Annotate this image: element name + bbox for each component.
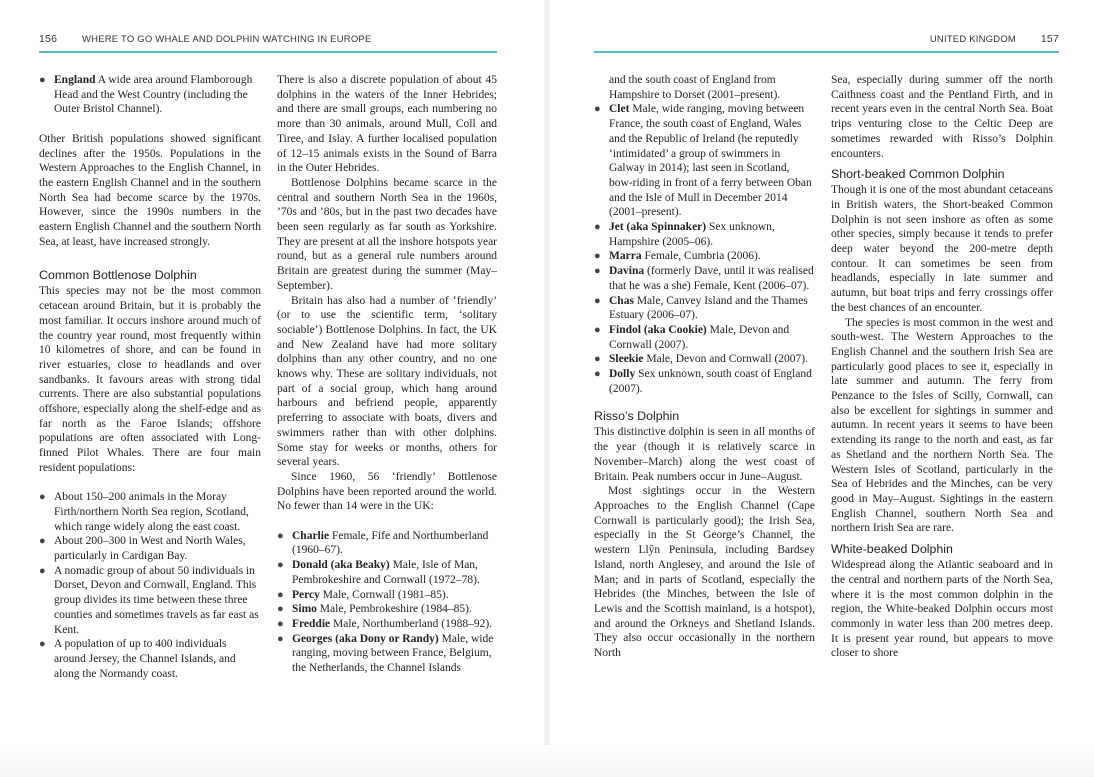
list-item	[594, 294, 815, 323]
bullet-icon: ●	[594, 221, 601, 234]
bullet-text: Sex unknown, Hampshire (2005–06).	[609, 221, 775, 248]
bullet-icon: ●	[594, 250, 601, 263]
section-heading-bottlenose: Common Bottlenose Dolphin	[39, 268, 197, 283]
list-item	[594, 323, 815, 352]
list-item	[594, 367, 815, 396]
left-page-header	[39, 33, 497, 53]
bullet-text: Male, Cornwall (1981–85).	[319, 588, 449, 601]
bullet-text: Female, Cumbria (2006).	[641, 250, 761, 263]
bullet-term: England	[54, 74, 96, 86]
left-running-title: WHERE TO GO WHALE AND DOLPHIN WATCHING IN EUROPE	[81, 34, 372, 45]
bullet-icon: ●	[277, 603, 284, 616]
friendly-dolphins-list	[277, 529, 497, 676]
bullet-text: About 200–300 in West and North Wales, particularly in Cardigan Bay.	[54, 535, 246, 563]
paragraph: Sea, especially during summer off the north Caithness coast and the Pentland Firth, and in recent years even in the central North Sea. Boat trips venturing close to the Celtic Deep are sometimes rewarded with Risso’s Dolphin encounters.	[831, 74, 1053, 160]
bullet-text: Male, wide ranging, moving between France, Belgium, the Netherlands, the Channel Islands	[292, 632, 494, 675]
paragraph: Other British populations showed significant declines after the 1950s. Populations in the Western Approaches to the English Channel, in the eastern English Channel and in the southern North Sea had become scarce by the 1970s. However, since the 1990s numbers in the eastern English Channel and the southern North Sea, at least, have increased strongly.	[39, 132, 261, 248]
list-item	[39, 637, 261, 681]
bullet-term: Clet	[609, 103, 630, 116]
bullet-icon: ●	[594, 265, 601, 278]
bullet-term: Findol (aka Cookie)	[609, 323, 707, 336]
left-page-column-1	[39, 73, 261, 681]
list-item	[594, 220, 815, 249]
bullet-text: Male, Isle of Man, Pembrokeshire and Cornwall (1972–78).	[292, 559, 480, 586]
bullet-term: Simo	[292, 603, 317, 616]
list-item	[594, 249, 815, 264]
bullet-text: and the south coast of England from Hampshire to Dorset (2001–present).	[609, 74, 781, 101]
bullet-icon: ●	[39, 535, 46, 548]
list-item	[594, 352, 815, 367]
bullet-icon: ●	[39, 638, 46, 651]
bullet-term: Percy	[292, 588, 320, 601]
right-header-rule	[594, 51, 1059, 53]
bullet-icon: ●	[594, 368, 601, 381]
list-item	[277, 558, 497, 587]
list-item	[277, 529, 497, 558]
bullet-term: Charlie	[292, 529, 330, 542]
friendly-dolphins-list-continued	[594, 73, 815, 396]
bullet-term: Davina	[609, 265, 645, 278]
bullet-icon: ●	[39, 564, 46, 577]
paragraph: This species may not be the most common cetacean around Britain, but it is probably the most familiar. It occurs inshore around much of the country year round, most frequently within 10 kilometres of shore, and can be found in river estuaries, close to headlands and over sandbanks. It favours areas with strong tidal currents. There are also substantial populations offshore, especially along the shelf-edge and as far north as the Faroe Islands; offshore populations are often associated with Long-finned Pilot Whales. There are four main resident populations:	[39, 285, 261, 474]
bullet-text: Male, wide ranging, moving between France, the south coast of England, Wales and the Republic of Ireland (he reputedly ‘intimidated’ a group of swimmers in Galway in 2014); last seen in Scotland, bow-riding in front of a ferry between Oban and the Isle of Mull in December 2014 (2001–present).	[609, 103, 812, 219]
list-item	[39, 534, 261, 563]
left-page-number: 156	[39, 33, 58, 45]
bullet-term: Donald (aka Beaky)	[292, 559, 390, 572]
bullet-text: A population of up to 400 individuals around Jersey, the Channel Islands, and along the Normandy coast.	[54, 638, 236, 680]
list-item	[594, 264, 815, 293]
right-page-header	[594, 33, 1059, 53]
bullet-term: Georges (aka Dony or Randy)	[292, 632, 439, 645]
bullet-icon: ●	[277, 588, 284, 601]
list-item	[277, 617, 497, 632]
bullet-icon: ●	[594, 294, 601, 307]
right-page-column-1	[594, 73, 815, 661]
paragraph: This distinctive dolphin is seen in all months of the year (though it is relatively scarce in November–March) along the west coast of Britain. Peak numbers occur in June–August.	[594, 426, 815, 483]
right-running-title: UNITED KINGDOM	[929, 34, 1017, 45]
bullet-term: Jet (aka Spinnaker)	[609, 221, 707, 234]
paragraph: The species is most common in the west and south-west. The Western Approaches to the English Channel and the southern Irish Sea are particularly good places to see it, especially in late summer and autumn. The ferry from Penzance to the Isles of Scilly, Cornwall, can also be excellent for sightings in summer and autumn. In recent years it seems to have been extending its range to the north and east, as far as Shetland and the northern North Sea. The Western Isles of Scotland, particularly in the Sea of Hebrides and the Minches, can be very good in May–August. Sightings in the eastern English Channel, southern North Sea and northern Irish Sea are rare.	[831, 316, 1053, 535]
england-bullet-list	[39, 73, 261, 117]
book-gutter	[544, 0, 550, 777]
left-page-column-2	[277, 73, 497, 676]
bullet-text: Male, Devon and Cornwall (2007).	[609, 323, 790, 351]
bullet-icon: ●	[594, 323, 601, 336]
bullet-text: (formerly Dave, until it was realised that he was a she) Female, Kent (2006–07).	[609, 265, 814, 292]
bullet-text: Sex unknown, south coast of England (2007).	[609, 368, 812, 395]
bullet-text: Male, Northumberland (1988–92).	[330, 618, 493, 630]
left-header-rule	[39, 51, 497, 53]
bullet-text: A wide area around Flamborough Head and the West Country (including the Outer Bristol Channel).	[54, 74, 253, 116]
paragraph: Most sightings occur in the Western Approaches to the English Channel (Cape Cornwall is particularly good); the Irish Sea, especially in the St George’s Channel, the western Llŷn Peninsula, including Bardsey Island, north Anglesey, and around the Isle of Man; and in parts of Scotland, especially the Hebrides (the Minches, between the Isle of Lewis and the Scottish mainland, is a hotspot), and around the Orkneys and Shetland Islands. They also occur occasionally in the northern North	[594, 485, 815, 660]
list-item	[39, 564, 261, 638]
list-item	[277, 602, 497, 617]
bullet-text: A nomadic group of about 50 individuals in Dorset, Devon and Cornwall, England. This group divides its time between these three counties and sometimes travels as far east as Kent.	[54, 564, 259, 636]
right-page-number: 157	[1040, 33, 1059, 45]
bullet-text: Female, Fife and Northumberland (1960–67).	[292, 529, 489, 557]
paragraph: Britain has also had a number of ‘friendly’ (or to use the scientific term, ‘solitary sociable’) Bottlenose Dolphins. In fact, the UK and New Zealand have had more solitary dolphins than any other country, and no one knows why. These are solitary individuals, not part of a social group, which hang around harbours and befriend people, apparently preferring to associate with boats, divers and swimmers rather than with other dolphins. Some stay for weeks or months, others for several years.	[277, 294, 497, 469]
list-item	[39, 73, 261, 117]
bullet-icon: ●	[594, 353, 601, 366]
page-bottom-shade	[0, 745, 1094, 777]
bullet-term: Sleekie	[609, 353, 644, 366]
bullet-term: Dolly	[609, 368, 636, 381]
list-item	[594, 102, 815, 220]
section-heading-short-beaked: Short-beaked Common Dolphin	[831, 167, 1005, 182]
paragraph: Widespread along the Atlantic seaboard and in the central and northern parts of the North Sea, where it is the most common dolphin in the region, the White-beaked Dolphin occurs most commonly in water less than 200 metres deep. It is present year round, but appears to move closer to shore	[831, 559, 1053, 660]
bullet-icon: ●	[277, 632, 284, 645]
bullet-term: Freddie	[292, 618, 331, 630]
list-item	[277, 588, 497, 603]
bullet-text: Male, Pembrokeshire (1984–85).	[316, 603, 472, 616]
bullet-icon: ●	[277, 529, 284, 542]
bullet-text: Male, Canvey Island and the Thames Estuary (2006–07).	[609, 294, 808, 322]
bullet-icon: ●	[594, 103, 601, 116]
bullet-term: Chas	[609, 294, 634, 307]
list-item	[594, 73, 815, 102]
bullet-icon: ●	[277, 618, 284, 630]
list-item	[39, 490, 261, 534]
paragraph: There is also a discrete population of about 45 dolphins in the waters of the Inner Hebrides; and there are small groups, each numbering no more than 30 animals, around Mull, Coll and Tiree, and Islay. A further localised population of 12–15 animals exists in the Sound of Barra in the Outer Hebrides.	[277, 74, 497, 175]
bullet-text: About 150–200 animals in the Moray Firth/northern North Sea region, Scotland, which range widely along the east coast.	[54, 491, 249, 533]
paragraph: Bottlenose Dolphins became scarce in the central and southern North Sea in the 1960s, ’70s and ’80s, but in the past two decades have been seen regularly as far south as Yorkshire. They are present at all the inshore hotspots year round, but as a general rule numbers around Britain are greatest during the summer (May–September).	[277, 176, 497, 292]
paragraph: Though it is one of the most abundant cetaceans in British waters, the Short-beaked Common Dolphin is not seen inshore as often as some other species, simply because it tends to prefer deep water beyond the 200-metre depth contour. It can sometimes be seen from headlands, especially in late summer and autumn, but boat trips and ferry crossings offer the best chances of an encounter.	[831, 184, 1053, 314]
bullet-icon: ●	[277, 559, 284, 572]
section-heading-white-beaked: White-beaked Dolphin	[831, 542, 953, 557]
section-heading-rissos: Risso’s Dolphin	[594, 409, 680, 424]
bullet-text: Male, Devon and Cornwall (2007).	[643, 353, 808, 366]
right-page-column-2	[831, 73, 1053, 661]
resident-populations-list	[39, 490, 261, 681]
bullet-icon: ●	[39, 74, 46, 86]
bullet-icon: ●	[39, 491, 46, 504]
list-item	[277, 632, 497, 676]
paragraph: Since 1960, 56 ‘friendly’ Bottlenose Dolphins have been reported around the world. No fewer than 14 were in the UK:	[277, 470, 497, 513]
bullet-term: Marra	[609, 250, 642, 263]
